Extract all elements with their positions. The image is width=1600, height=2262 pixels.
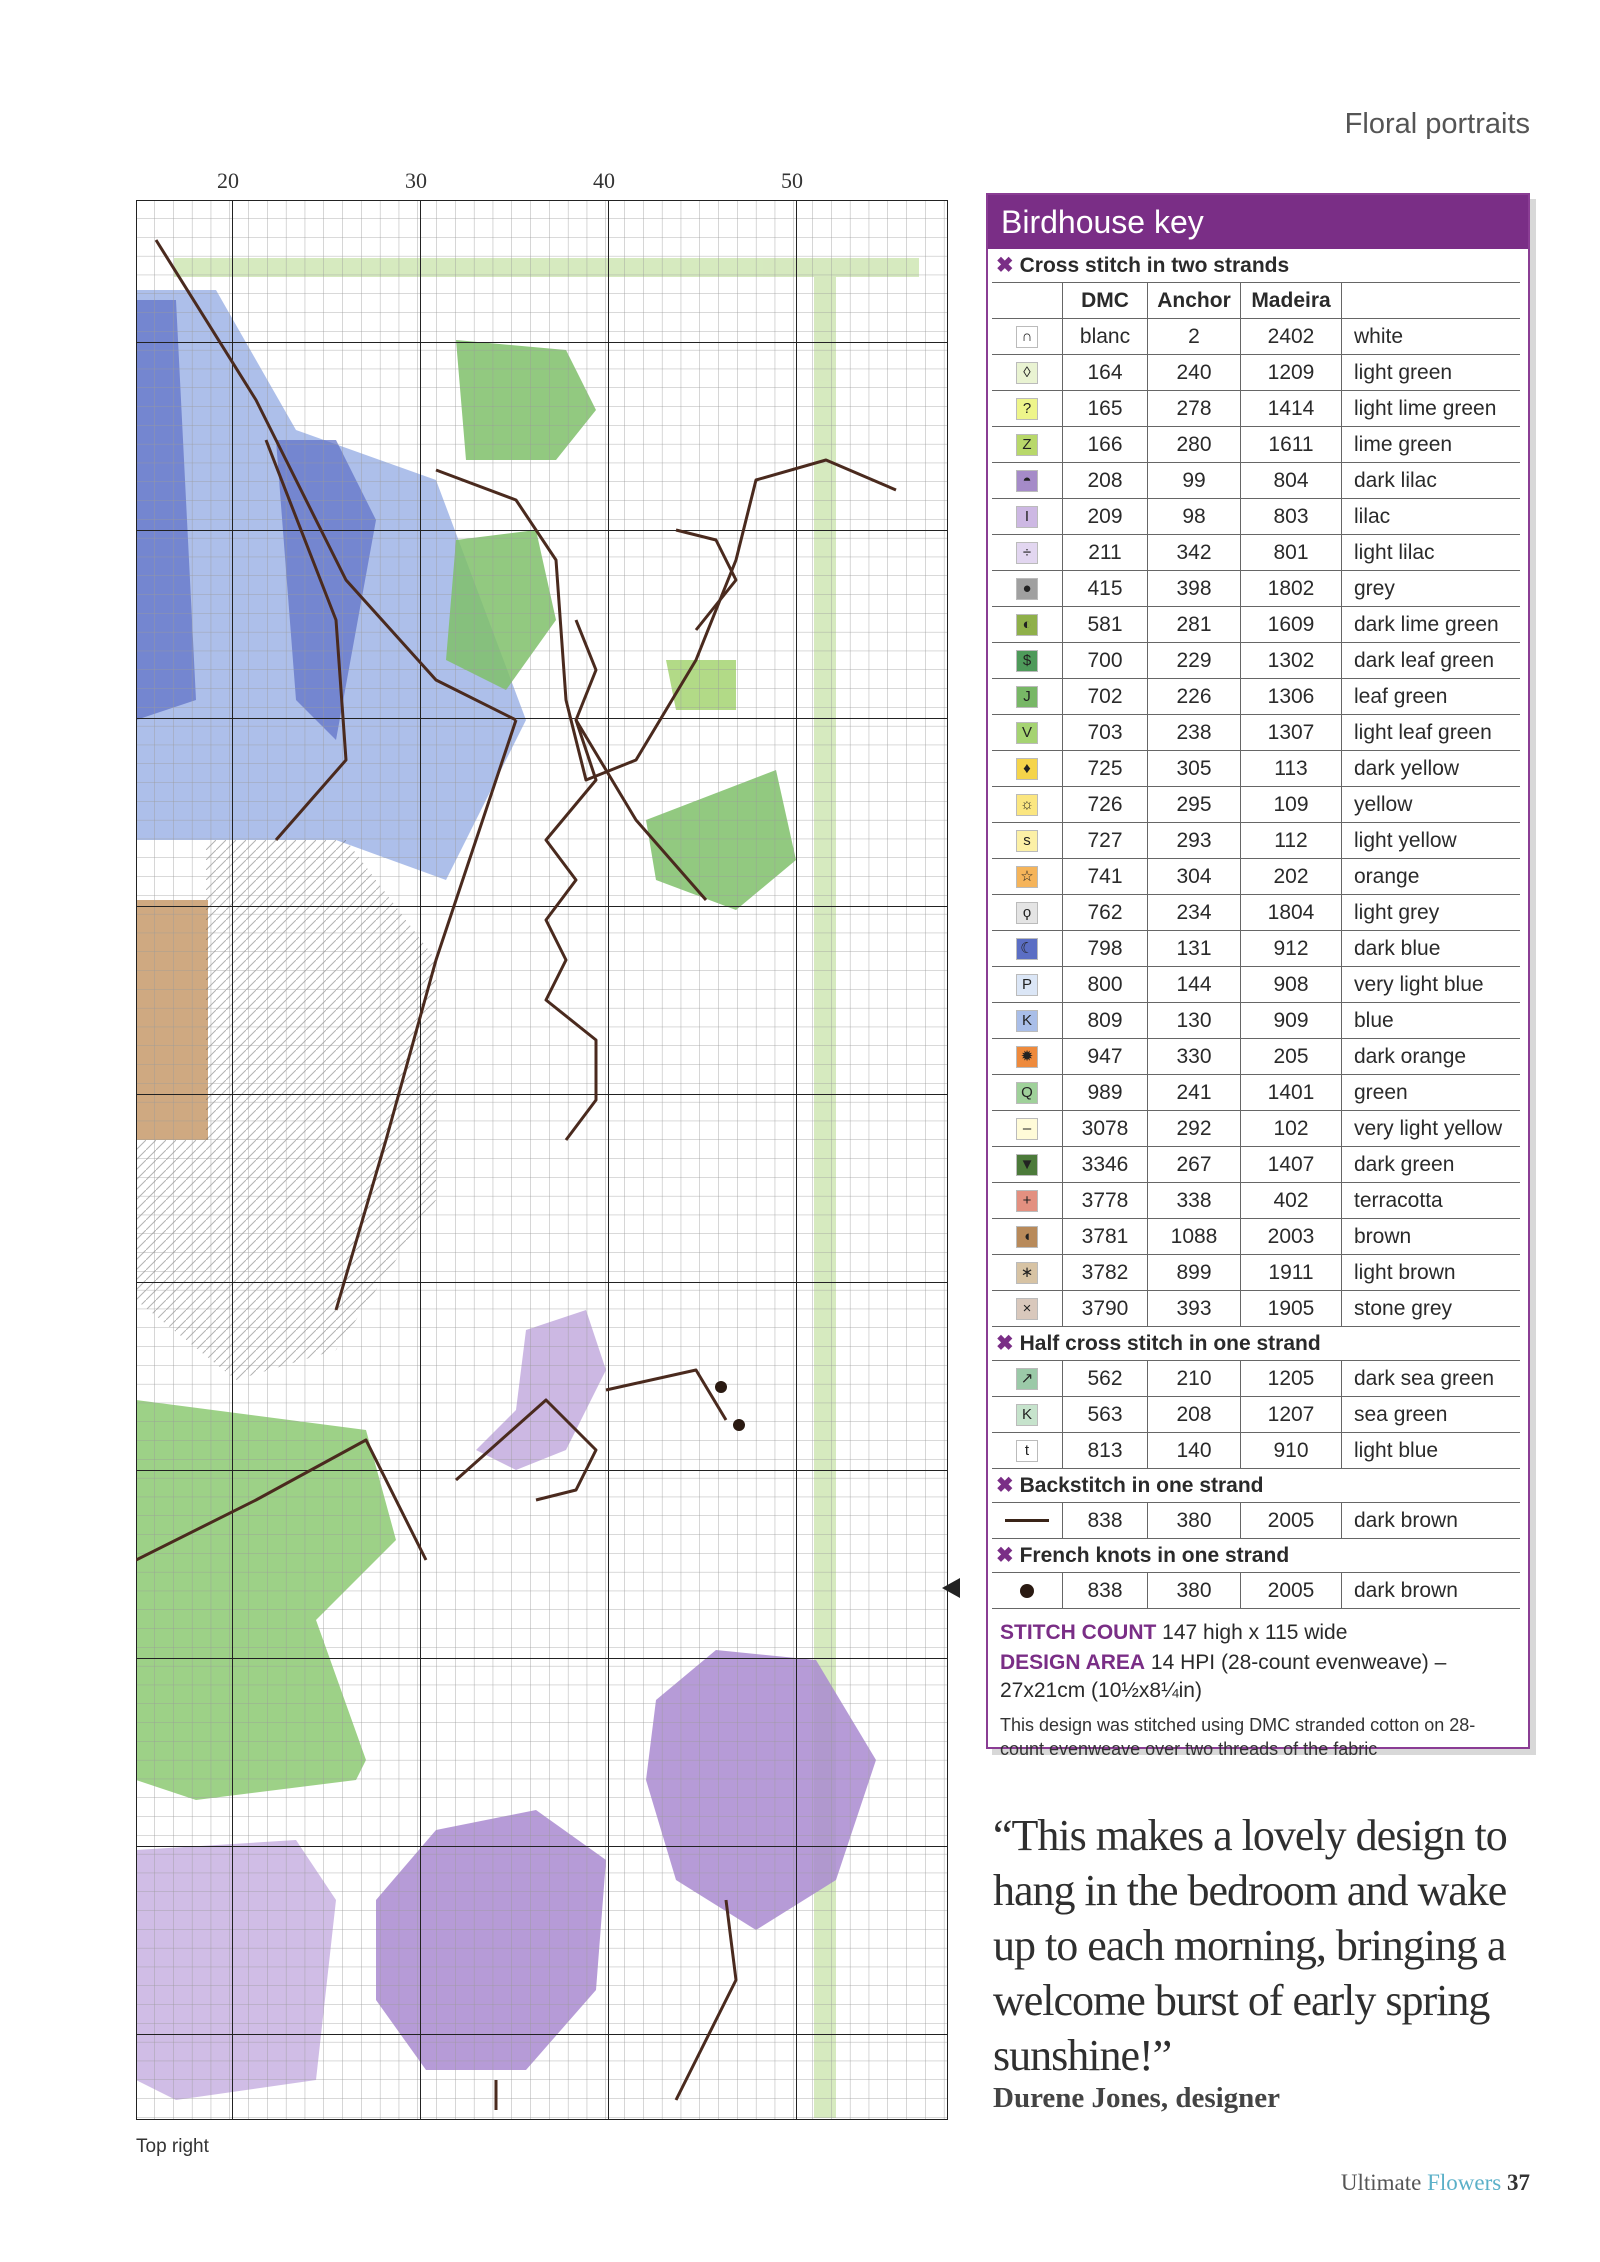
thread-dmc: 3778 [1062, 1183, 1147, 1218]
key-row-yellow [992, 786, 1520, 822]
thread-madeira: 1407 [1240, 1147, 1341, 1182]
thread-anchor: 234 [1147, 895, 1240, 930]
thread-symbol-icon: I [1016, 506, 1038, 528]
key-row-dark-green [992, 1146, 1520, 1182]
thread-name: yellow [1341, 787, 1520, 822]
thread-symbol-icon: ϙ [1016, 902, 1038, 924]
key-row-white [992, 318, 1520, 354]
thread-madeira: 205 [1240, 1039, 1341, 1074]
thread-symbol-icon: K [1016, 1404, 1038, 1426]
key-row-orange [992, 858, 1520, 894]
chart-caption: Top right [136, 2136, 209, 2157]
design-area: DESIGN AREA 14 HPI (28-count evenweave) – 27x21cm (10½x8¼in) [1000, 1651, 1447, 1702]
key-row-dark-lime-green [992, 606, 1520, 642]
thread-dmc: 211 [1062, 535, 1147, 570]
thread-name: light brown [1341, 1255, 1520, 1290]
thread-dmc: 989 [1062, 1075, 1147, 1110]
thread-dmc: 209 [1062, 499, 1147, 534]
thread-symbol-icon: ↗ [1016, 1368, 1038, 1390]
column-madeira: Madeira [1240, 283, 1341, 318]
thread-anchor: 295 [1147, 787, 1240, 822]
thread-anchor: 380 [1147, 1503, 1240, 1538]
thread-anchor: 338 [1147, 1183, 1240, 1218]
chart-center-marker [942, 1578, 960, 1598]
thread-anchor: 140 [1147, 1433, 1240, 1468]
thread-symbol-icon: ● [1016, 578, 1038, 600]
thread-madeira: 804 [1240, 463, 1341, 498]
thread-name: lime green [1341, 427, 1520, 462]
page-footer: Ultimate Flowers 37 [1340, 2170, 1530, 2195]
thread-madeira: 112 [1240, 823, 1341, 858]
thread-dmc: 727 [1062, 823, 1147, 858]
thread-symbol-icon: ◐ [1016, 614, 1038, 636]
thread-name: white [1341, 319, 1520, 354]
thread-anchor: 398 [1147, 571, 1240, 606]
thread-symbol-icon: ∗ [1016, 1262, 1038, 1284]
thread-symbol-icon: ☾ [1016, 938, 1038, 960]
thread-symbol-icon: P [1016, 974, 1038, 996]
backstitch-rows [988, 1502, 1528, 1539]
thread-anchor: 281 [1147, 607, 1240, 642]
thread-dmc: 800 [1062, 967, 1147, 1002]
thread-name: very light blue [1341, 967, 1520, 1002]
thread-anchor: 144 [1147, 967, 1240, 1002]
thread-madeira: 1302 [1240, 643, 1341, 678]
thread-madeira: 1414 [1240, 391, 1341, 426]
thread-symbol-icon: $ [1016, 650, 1038, 672]
thread-symbol-icon: ◖ [1016, 1226, 1038, 1248]
thread-anchor: 131 [1147, 931, 1240, 966]
key-row-leaf-green [992, 678, 1520, 714]
thread-dmc: 3790 [1062, 1291, 1147, 1326]
thread-symbol-icon: ♦ [1016, 758, 1038, 780]
thread-dmc: 562 [1062, 1361, 1147, 1396]
thread-madeira: 2005 [1240, 1573, 1341, 1608]
thread-anchor: 380 [1147, 1573, 1240, 1608]
axis-label-20: 20 [217, 168, 239, 193]
thread-dmc: 947 [1062, 1039, 1147, 1074]
key-row-dark-yellow [992, 750, 1520, 786]
quote-author: Durene Jones, designer [993, 2082, 1281, 2114]
thread-dmc: 166 [1062, 427, 1147, 462]
thread-name: brown [1341, 1219, 1520, 1254]
thread-madeira: 2003 [1240, 1219, 1341, 1254]
key-row-brown [992, 1218, 1520, 1254]
thread-name: terracotta [1341, 1183, 1520, 1218]
thread-anchor: 2 [1147, 319, 1240, 354]
thread-madeira: 1205 [1240, 1361, 1341, 1396]
french-knots-section-title: ✖ French knots in one strand [996, 1544, 1290, 1567]
key-note: This design was stitched using DMC stranded cotton on 28-count evenweave over two threads of the fabric [1000, 1715, 1476, 1759]
thread-symbol-icon: ☼ [1016, 794, 1038, 816]
key-row-very-light-blue [992, 966, 1520, 1002]
thread-madeira: 109 [1240, 787, 1341, 822]
thread-dmc: 3346 [1062, 1147, 1147, 1182]
thread-dmc: 700 [1062, 643, 1147, 678]
thread-anchor: 208 [1147, 1397, 1240, 1432]
thread-symbol-icon [1020, 1584, 1034, 1598]
thread-symbol-icon: t [1016, 1440, 1038, 1462]
thread-anchor: 305 [1147, 751, 1240, 786]
thread-symbol-icon [1005, 1519, 1049, 1522]
half-cross-section-title: ✖ Half cross stitch in one strand [996, 1332, 1321, 1355]
thread-anchor: 292 [1147, 1111, 1240, 1146]
thread-name: light blue [1341, 1433, 1520, 1468]
cross-stitch-section-title: ✖ Cross stitch in two strands [996, 254, 1290, 277]
thread-name: lilac [1341, 499, 1520, 534]
key-row-light-lime-green [992, 390, 1520, 426]
thread-madeira: 402 [1240, 1183, 1341, 1218]
cross-stitch-rows [988, 318, 1528, 1327]
thread-madeira: 1306 [1240, 679, 1341, 714]
backstitch-section-title: ✖ Backstitch in one strand [996, 1474, 1264, 1497]
axis-label-50: 50 [781, 168, 803, 193]
key-row-blue [992, 1002, 1520, 1038]
thread-anchor: 241 [1147, 1075, 1240, 1110]
thread-dmc: 703 [1062, 715, 1147, 750]
key-row-light-green [992, 354, 1520, 390]
thread-dmc: 838 [1062, 1503, 1147, 1538]
thread-madeira: 1802 [1240, 571, 1341, 606]
thread-name: blue [1341, 1003, 1520, 1038]
thread-anchor: 98 [1147, 499, 1240, 534]
thread-name: dark green [1341, 1147, 1520, 1182]
thread-name: grey [1341, 571, 1520, 606]
thread-dmc: 838 [1062, 1573, 1147, 1608]
thread-anchor: 226 [1147, 679, 1240, 714]
thread-symbol-icon: K [1016, 1010, 1038, 1032]
key-row-light-brown [992, 1254, 1520, 1290]
thread-name: very light yellow [1341, 1111, 1520, 1146]
axis-label-30: 30 [405, 168, 427, 193]
thread-name: sea green [1341, 1397, 1520, 1432]
thread-name: dark orange [1341, 1039, 1520, 1074]
thread-dmc: 702 [1062, 679, 1147, 714]
key-row-sea-green [992, 1396, 1520, 1432]
thread-madeira: 2402 [1240, 319, 1341, 354]
thread-dmc: blanc [1062, 319, 1147, 354]
thread-madeira: 803 [1240, 499, 1341, 534]
key-row-light-lilac [992, 534, 1520, 570]
thread-madeira: 202 [1240, 859, 1341, 894]
key-row-grey [992, 570, 1520, 606]
thread-anchor: 229 [1147, 643, 1240, 678]
thread-name: dark brown [1341, 1503, 1520, 1538]
thread-name: dark blue [1341, 931, 1520, 966]
key-row-very-light-yellow [992, 1110, 1520, 1146]
thread-madeira: 801 [1240, 535, 1341, 570]
key-row-light-yellow [992, 822, 1520, 858]
thread-dmc: 809 [1062, 1003, 1147, 1038]
thread-madeira: 910 [1240, 1433, 1341, 1468]
key-row-dark-orange [992, 1038, 1520, 1074]
thread-symbol-icon: ☆ [1016, 866, 1038, 888]
thread-symbol-icon: Z [1016, 434, 1038, 456]
stitch-count: STITCH COUNT 147 high x 115 wide [1000, 1621, 1348, 1644]
thread-dmc: 415 [1062, 571, 1147, 606]
key-row-dark-brown [992, 1572, 1520, 1609]
page-number: 37 [1507, 2170, 1530, 2195]
key-title: Birdhouse key [988, 195, 1528, 249]
thread-name: dark leaf green [1341, 643, 1520, 678]
thread-name: light yellow [1341, 823, 1520, 858]
thread-symbol-icon: ✹ [1016, 1046, 1038, 1068]
thread-anchor: 210 [1147, 1361, 1240, 1396]
thread-dmc: 3078 [1062, 1111, 1147, 1146]
column-anchor: Anchor [1147, 283, 1240, 318]
thread-anchor: 238 [1147, 715, 1240, 750]
thread-dmc: 165 [1062, 391, 1147, 426]
thread-madeira: 102 [1240, 1111, 1341, 1146]
thread-dmc: 762 [1062, 895, 1147, 930]
thread-symbol-icon: ◊ [1016, 362, 1038, 384]
thread-symbol-icon: × [1016, 1298, 1038, 1320]
thread-madeira: 1209 [1240, 355, 1341, 390]
thread-madeira: 2005 [1240, 1503, 1341, 1538]
thread-dmc: 741 [1062, 859, 1147, 894]
thread-name: dark lilac [1341, 463, 1520, 498]
thread-symbol-icon: ÷ [1016, 542, 1038, 564]
thread-name: dark sea green [1341, 1361, 1520, 1396]
thread-name: dark brown [1341, 1573, 1520, 1608]
thread-anchor: 899 [1147, 1255, 1240, 1290]
thread-anchor: 99 [1147, 463, 1240, 498]
french-knots-rows [988, 1572, 1528, 1609]
thread-name: light lilac [1341, 535, 1520, 570]
column-dmc: DMC [1062, 283, 1147, 318]
thread-dmc: 164 [1062, 355, 1147, 390]
thread-name: green [1341, 1075, 1520, 1110]
thread-madeira: 1611 [1240, 427, 1341, 462]
designer-quote: “This makes a lovely design to hang in the bedroom and wake up to each morning, bringing a welcome burst of early spring sunshine!” [993, 1811, 1507, 2080]
key-row-lime-green [992, 426, 1520, 462]
key-row-stone-grey [992, 1290, 1520, 1327]
section-title: Floral portraits [1344, 108, 1530, 140]
thread-madeira: 1401 [1240, 1075, 1341, 1110]
key-row-light-grey [992, 894, 1520, 930]
thread-madeira: 1911 [1240, 1255, 1341, 1290]
key-row-light-leaf-green [992, 714, 1520, 750]
cross-stitch-chart [136, 200, 948, 2120]
thread-symbol-icon: ∩ [1016, 326, 1038, 348]
key-row-dark-blue [992, 930, 1520, 966]
axis-label-40: 40 [593, 168, 615, 193]
thread-anchor: 304 [1147, 859, 1240, 894]
thread-symbol-icon: s [1016, 830, 1038, 852]
thread-anchor: 267 [1147, 1147, 1240, 1182]
thread-name: orange [1341, 859, 1520, 894]
thread-dmc: 563 [1062, 1397, 1147, 1432]
thread-anchor: 280 [1147, 427, 1240, 462]
thread-madeira: 909 [1240, 1003, 1341, 1038]
thread-madeira: 1609 [1240, 607, 1341, 642]
thread-anchor: 130 [1147, 1003, 1240, 1038]
thread-dmc: 813 [1062, 1433, 1147, 1468]
key-row-dark-brown [992, 1502, 1520, 1539]
thread-name: dark yellow [1341, 751, 1520, 786]
thread-symbol-icon: ? [1016, 398, 1038, 420]
thread-symbol-icon: J [1016, 686, 1038, 708]
thread-anchor: 393 [1147, 1291, 1240, 1326]
thread-madeira: 113 [1240, 751, 1341, 786]
thread-dmc: 3781 [1062, 1219, 1147, 1254]
thread-symbol-icon: + [1016, 1190, 1038, 1212]
thread-name: light green [1341, 355, 1520, 390]
key-row-dark-lilac [992, 462, 1520, 498]
thread-anchor: 342 [1147, 535, 1240, 570]
thread-madeira: 912 [1240, 931, 1341, 966]
thread-dmc: 726 [1062, 787, 1147, 822]
thread-dmc: 581 [1062, 607, 1147, 642]
thread-anchor: 278 [1147, 391, 1240, 426]
thread-dmc: 208 [1062, 463, 1147, 498]
thread-dmc: 3782 [1062, 1255, 1147, 1290]
thread-name: light leaf green [1341, 715, 1520, 750]
thread-anchor: 240 [1147, 355, 1240, 390]
key-row-dark-sea-green [992, 1360, 1520, 1396]
half-cross-rows [988, 1360, 1528, 1469]
key-row-green [992, 1074, 1520, 1110]
thread-symbol-icon: ◓ [1016, 470, 1038, 492]
thread-madeira: 1207 [1240, 1397, 1341, 1432]
birdhouse-key-panel [986, 193, 1530, 1759]
key-row-dark-leaf-green [992, 642, 1520, 678]
thread-symbol-icon: – [1016, 1118, 1038, 1140]
thread-symbol-icon: ▼ [1016, 1154, 1038, 1176]
thread-madeira: 1307 [1240, 715, 1341, 750]
thread-name: light lime green [1341, 391, 1520, 426]
thread-madeira: 908 [1240, 967, 1341, 1002]
thread-name: dark lime green [1341, 607, 1520, 642]
key-row-light-blue [992, 1432, 1520, 1469]
thread-dmc: 798 [1062, 931, 1147, 966]
thread-symbol-icon: Q [1016, 1082, 1038, 1104]
thread-anchor: 1088 [1147, 1219, 1240, 1254]
key-row-terracotta [992, 1182, 1520, 1218]
thread-madeira: 1905 [1240, 1291, 1341, 1326]
key-row-lilac [992, 498, 1520, 534]
thread-name: light grey [1341, 895, 1520, 930]
thread-name: stone grey [1341, 1291, 1520, 1326]
thread-symbol-icon: V [1016, 722, 1038, 744]
thread-anchor: 330 [1147, 1039, 1240, 1074]
thread-name: leaf green [1341, 679, 1520, 714]
key-column-headers [992, 282, 1520, 318]
thread-anchor: 293 [1147, 823, 1240, 858]
thread-dmc: 725 [1062, 751, 1147, 786]
thread-madeira: 1804 [1240, 895, 1341, 930]
